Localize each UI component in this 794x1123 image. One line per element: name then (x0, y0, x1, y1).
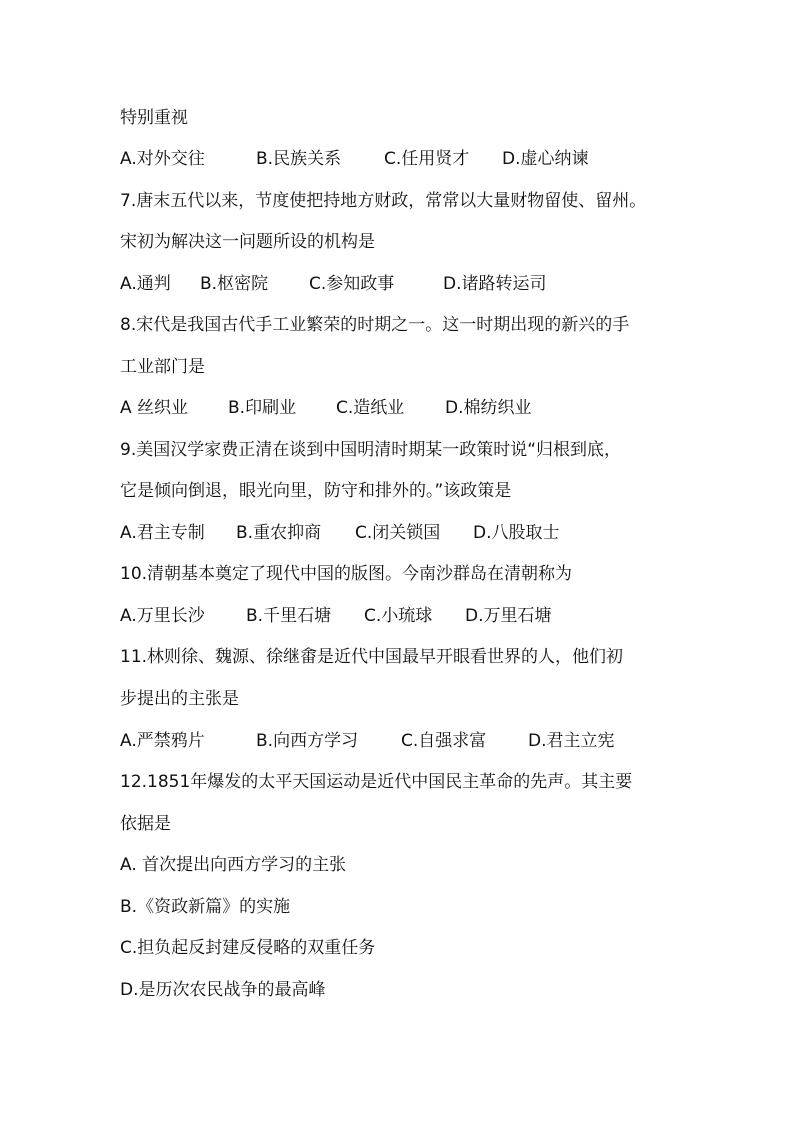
options-row (120, 518, 720, 548)
option-d: D.诸路转运司 (443, 274, 547, 294)
option-c: C.造纸业 (336, 398, 405, 418)
option-b: B.枢密院 (200, 274, 269, 294)
option-c: C.任用贤才 (384, 149, 470, 169)
options-row (120, 144, 720, 174)
question-line: 步提出的主张是 (120, 689, 239, 709)
options-row (120, 601, 720, 631)
option-c: C.小琉球 (364, 606, 433, 626)
option-a: A.通判 (120, 274, 171, 294)
option-a: A.君主专制 (120, 523, 205, 543)
option-b: B.重农抑商 (236, 523, 322, 543)
options-row (120, 269, 720, 299)
option-b: B.千里石塘 (246, 606, 332, 626)
question-line: 12.1851年爆发的太平天国运动是近代中国民主革命的先声。其主要 (120, 772, 633, 792)
option-d: D.君主立宪 (528, 731, 615, 751)
option-c: C.闭关锁国 (355, 523, 441, 543)
question-line: 11.林则徐、魏源、徐继畬是近代中国最早开眼看世界的人，他们初 (120, 647, 624, 667)
question-line: 8.宋代是我国古代手工业繁荣的时期之一。这一时期出现的新兴的手 (120, 315, 630, 335)
text-line: 特别重视 (120, 108, 188, 128)
option-b: B.民族关系 (256, 149, 342, 169)
option-d: D.虚心纳谏 (502, 149, 589, 169)
option-d-line: D.是历次农民战争的最高峰 (120, 980, 326, 1000)
option-a: A 丝织业 (120, 398, 189, 418)
question-line: 7.唐末五代以来，节度使把持地方财政，常常以大量财物留使、留州。 (120, 191, 647, 211)
option-a: A.对外交往 (120, 149, 205, 169)
option-a: A.万里长沙 (120, 606, 205, 626)
option-d: D.棉纺织业 (445, 398, 532, 418)
option-a-line: A. 首次提出向西方学习的主张 (120, 855, 347, 875)
options-row (120, 726, 720, 756)
option-c: C.参知政事 (309, 274, 395, 294)
option-d: D.万里石塘 (465, 606, 552, 626)
question-line: 工业部门是 (120, 357, 205, 377)
question-line: 10.清朝基本奠定了现代中国的版图。今南沙群岛在清朝称为 (120, 564, 573, 584)
question-line: 宋初为解决这一问题所设的机构是 (120, 232, 375, 252)
options-row (120, 393, 720, 423)
option-c: C.自强求富 (401, 731, 487, 751)
question-line: 9.美国汉学家费正清在谈到中国明清时期某一政策时说“归根到底， (120, 440, 622, 460)
question-line: 依据是 (120, 814, 171, 834)
option-b-line: B.《资政新篇》的实施 (120, 897, 291, 917)
option-c-line: C.担负起反封建反侵略的双重任务 (120, 938, 376, 958)
option-a: A.严禁鸦片 (120, 731, 205, 751)
option-b: B.向西方学习 (256, 731, 359, 751)
question-line: 它是倾向倒退，眼光向里，防守和排外的。”该政策是 (120, 481, 512, 501)
option-d: D.八股取士 (473, 523, 560, 543)
option-b: B.印刷业 (228, 398, 297, 418)
